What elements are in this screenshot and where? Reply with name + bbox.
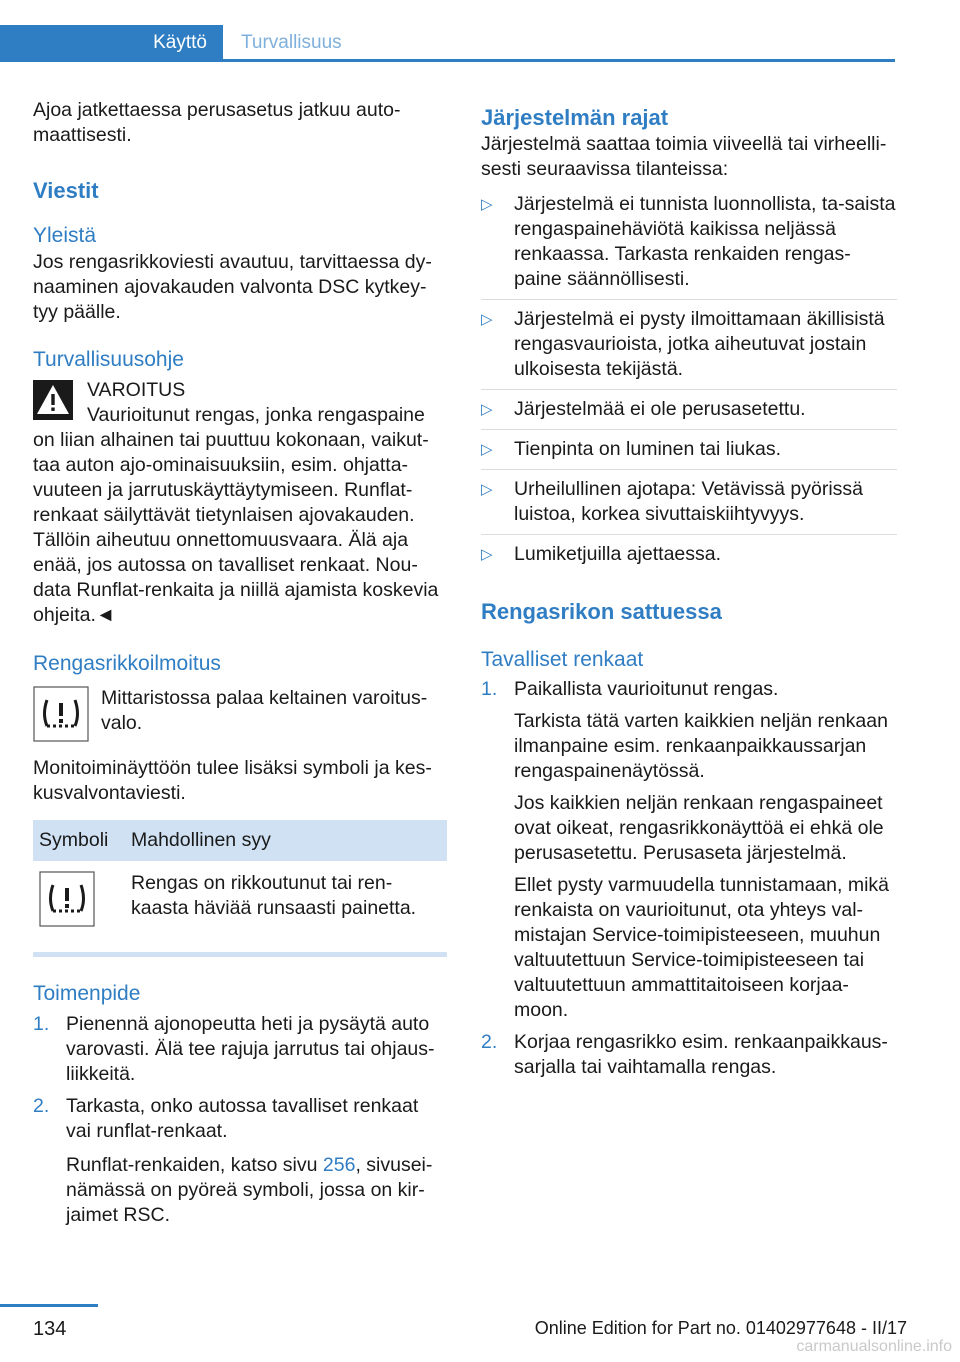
bullet-triangle-icon: ▷	[481, 546, 493, 563]
list-item	[481, 677, 897, 1023]
page-link[interactable]: 256	[322, 1154, 356, 1176]
action-steps	[33, 1012, 447, 1228]
warning-block	[33, 378, 447, 628]
heading-messages: Viestit	[33, 178, 99, 203]
right-column	[481, 104, 897, 1080]
warning-title: VAROITUS	[87, 379, 186, 401]
table-header-symbol: Symboli	[33, 820, 125, 861]
limits-list	[481, 192, 897, 574]
page-header	[0, 25, 895, 62]
table-cell-symbol	[33, 861, 125, 946]
bullet-text: Järjestelmä ei pysty ilmoittamaan äkillisistä rengasvaurioista, jotka aiheutuvat jostain ulkoisesta tekijästä.	[514, 308, 885, 380]
step-note	[66, 1153, 447, 1228]
indicator-text: Mittaristossa palaa keltainen varoitus-valo.	[101, 687, 428, 734]
list-item	[33, 1012, 447, 1087]
heading-normal-tires: Tavalliset renkaat	[481, 648, 644, 671]
bullet-text: Lumiketjuilla ajettaessa.	[514, 543, 722, 565]
list-item	[481, 429, 897, 469]
step-note-pre: Runflat-renkaiden, katso sivu	[66, 1154, 323, 1176]
bullet-text: Tienpinta on luminen tai liukas.	[514, 438, 782, 460]
bullet-triangle-icon: ▷	[481, 311, 493, 328]
left-column	[33, 98, 447, 1228]
step-number: 1.	[481, 678, 498, 700]
bullet-triangle-icon: ▷	[481, 441, 493, 458]
step-note-post: , sivusei-nämässä on pyöreä symboli, jossa on kir-jaimet RSC.	[66, 1154, 433, 1226]
list-item	[481, 389, 897, 429]
bullet-text: Järjestelmää ei ole perusasetettu.	[514, 398, 806, 420]
step-note: Jos kaikkien neljän renkaan rengaspaineet ovat oikeat, rengasrikkonäyttöä ei ehkä ole perusasetettu. Perusaseta järjestelmä.	[514, 792, 884, 864]
warning-triangle-icon	[33, 380, 73, 420]
bullet-triangle-icon: ▷	[481, 196, 493, 213]
bullet-text: Järjestelmä ei tunnista luonnollista, ta-saista rengaspainehäviötä kaikissa neljässä renkaassa. Tarkasta renkaiden rengas-paine säännöllisesti.	[514, 193, 896, 290]
edition-text: Online Edition for Part no. 01402977648 - II/17	[534, 1318, 907, 1338]
symbol-table	[33, 820, 447, 946]
step-note: Ellet pysty varmuudella tunnistamaan, mikä renkaista on vaurioitunut, ota yhteys val-mistajan Service-toimipisteeseen, muuhun valtuutettuun Service-toimipisteeseen tai valtuutettuun ammattitaitoiseen korjaa-moon.	[514, 874, 890, 1021]
list-item	[481, 299, 897, 389]
list-item	[33, 1094, 447, 1228]
table-rule	[33, 952, 447, 957]
bullet-triangle-icon: ▷	[481, 481, 493, 498]
heading-limits: Järjestelmän rajat	[481, 105, 669, 130]
intro-text: Ajoa jatkettaessa perusasetus jatkuu auto-maattisesti.	[33, 99, 401, 146]
table-header-cause: Mahdollinen syy	[125, 820, 447, 861]
tire-pressure-warning-icon	[39, 871, 95, 927]
list-item	[481, 534, 897, 574]
step-text: Pienennä ajonopeutta heti ja pysäytä auto varovasti. Älä tee rajuja jarrutus tai ohjaus-liikkeitä.	[66, 1013, 435, 1085]
section-label: Turvallisuus	[241, 32, 342, 53]
heading-indicator: Rengasrikkoilmoitus	[33, 652, 221, 675]
warning-text: Vaurioitunut rengas, jonka rengaspaine on liian alhainen tai puuttuu kokonaan, vaikut-taa auton ajo-ominaisuuksiin, esim. ohjatta-vuuteen ja jarrutuskäyttäytymiseen. Runflat-renkaat säilyttävät tietynlaisen ajovakauden. Tällöin aiheutuu onnettomuusvaara. Älä aja enää, jos autossa on tavalliset renkaat. Nou-data Runflat-renkaita ja niillä ajamista koskevia ohjeita.◄	[33, 404, 439, 626]
tire-pressure-warning-icon	[33, 686, 89, 742]
list-item	[481, 192, 897, 299]
step-text: Paikallista vaurioitunut rengas.	[514, 678, 779, 700]
puncture-steps	[481, 677, 897, 1080]
step-number: 2.	[33, 1095, 50, 1117]
step-text: Korjaa rengasrikko esim. renkaanpaikkaus-sarjalla tai vaihtamalla rengas.	[514, 1031, 888, 1078]
step-number: 1.	[33, 1013, 50, 1035]
heading-safety: Turvallisuusohje	[33, 348, 184, 371]
limits-intro: Järjestelmä saattaa toimia viiveellä tai virheelli-sesti seuraavissa tilanteissa:	[481, 133, 887, 180]
general-text: Jos rengasrikkoviesti avautuu, tarvittaessa dy-naaminen ajovakauden valvonta DSC kytkey-tyy päälle.	[33, 251, 432, 323]
heading-general: Yleistä	[33, 224, 97, 247]
table-cell-cause: Rengas on rikkoutunut tai ren-kaasta häviää runsaasti painetta.	[131, 872, 417, 919]
monitor-text: Monitoiminäyttöön tulee lisäksi symboli ja kes-kusvalvontaviesti.	[33, 757, 432, 804]
table-row	[33, 861, 447, 946]
heading-action: Toimenpide	[33, 982, 141, 1005]
list-item	[481, 469, 897, 534]
footer-bar	[0, 1304, 98, 1307]
heading-puncture: Rengasrikon sattuessa	[481, 599, 722, 624]
step-note: Tarkista tätä varten kaikkien neljän renkaan ilmanpaine esim. renkaanpaikkaussarjan rengaspainenäytössä.	[514, 710, 888, 782]
header-rule	[0, 59, 895, 62]
list-item	[481, 1030, 897, 1080]
indicator-block	[33, 686, 447, 746]
step-number: 2.	[481, 1031, 498, 1053]
bullet-triangle-icon: ▷	[481, 401, 493, 418]
chapter-label: Käyttö	[153, 32, 207, 53]
table-header-row	[33, 820, 447, 861]
bullet-text: Urheilullinen ajotapa: Vetävissä pyörissä luistoa, korkea sivuttaiskiihtyvyys.	[514, 478, 864, 525]
chapter-tab	[0, 25, 223, 62]
watermark: carmanualsonline.info	[796, 1338, 952, 1355]
page-number: 134	[33, 1318, 67, 1340]
step-text: Tarkasta, onko autossa tavalliset renkaat vai runflat-renkaat.	[66, 1095, 419, 1142]
